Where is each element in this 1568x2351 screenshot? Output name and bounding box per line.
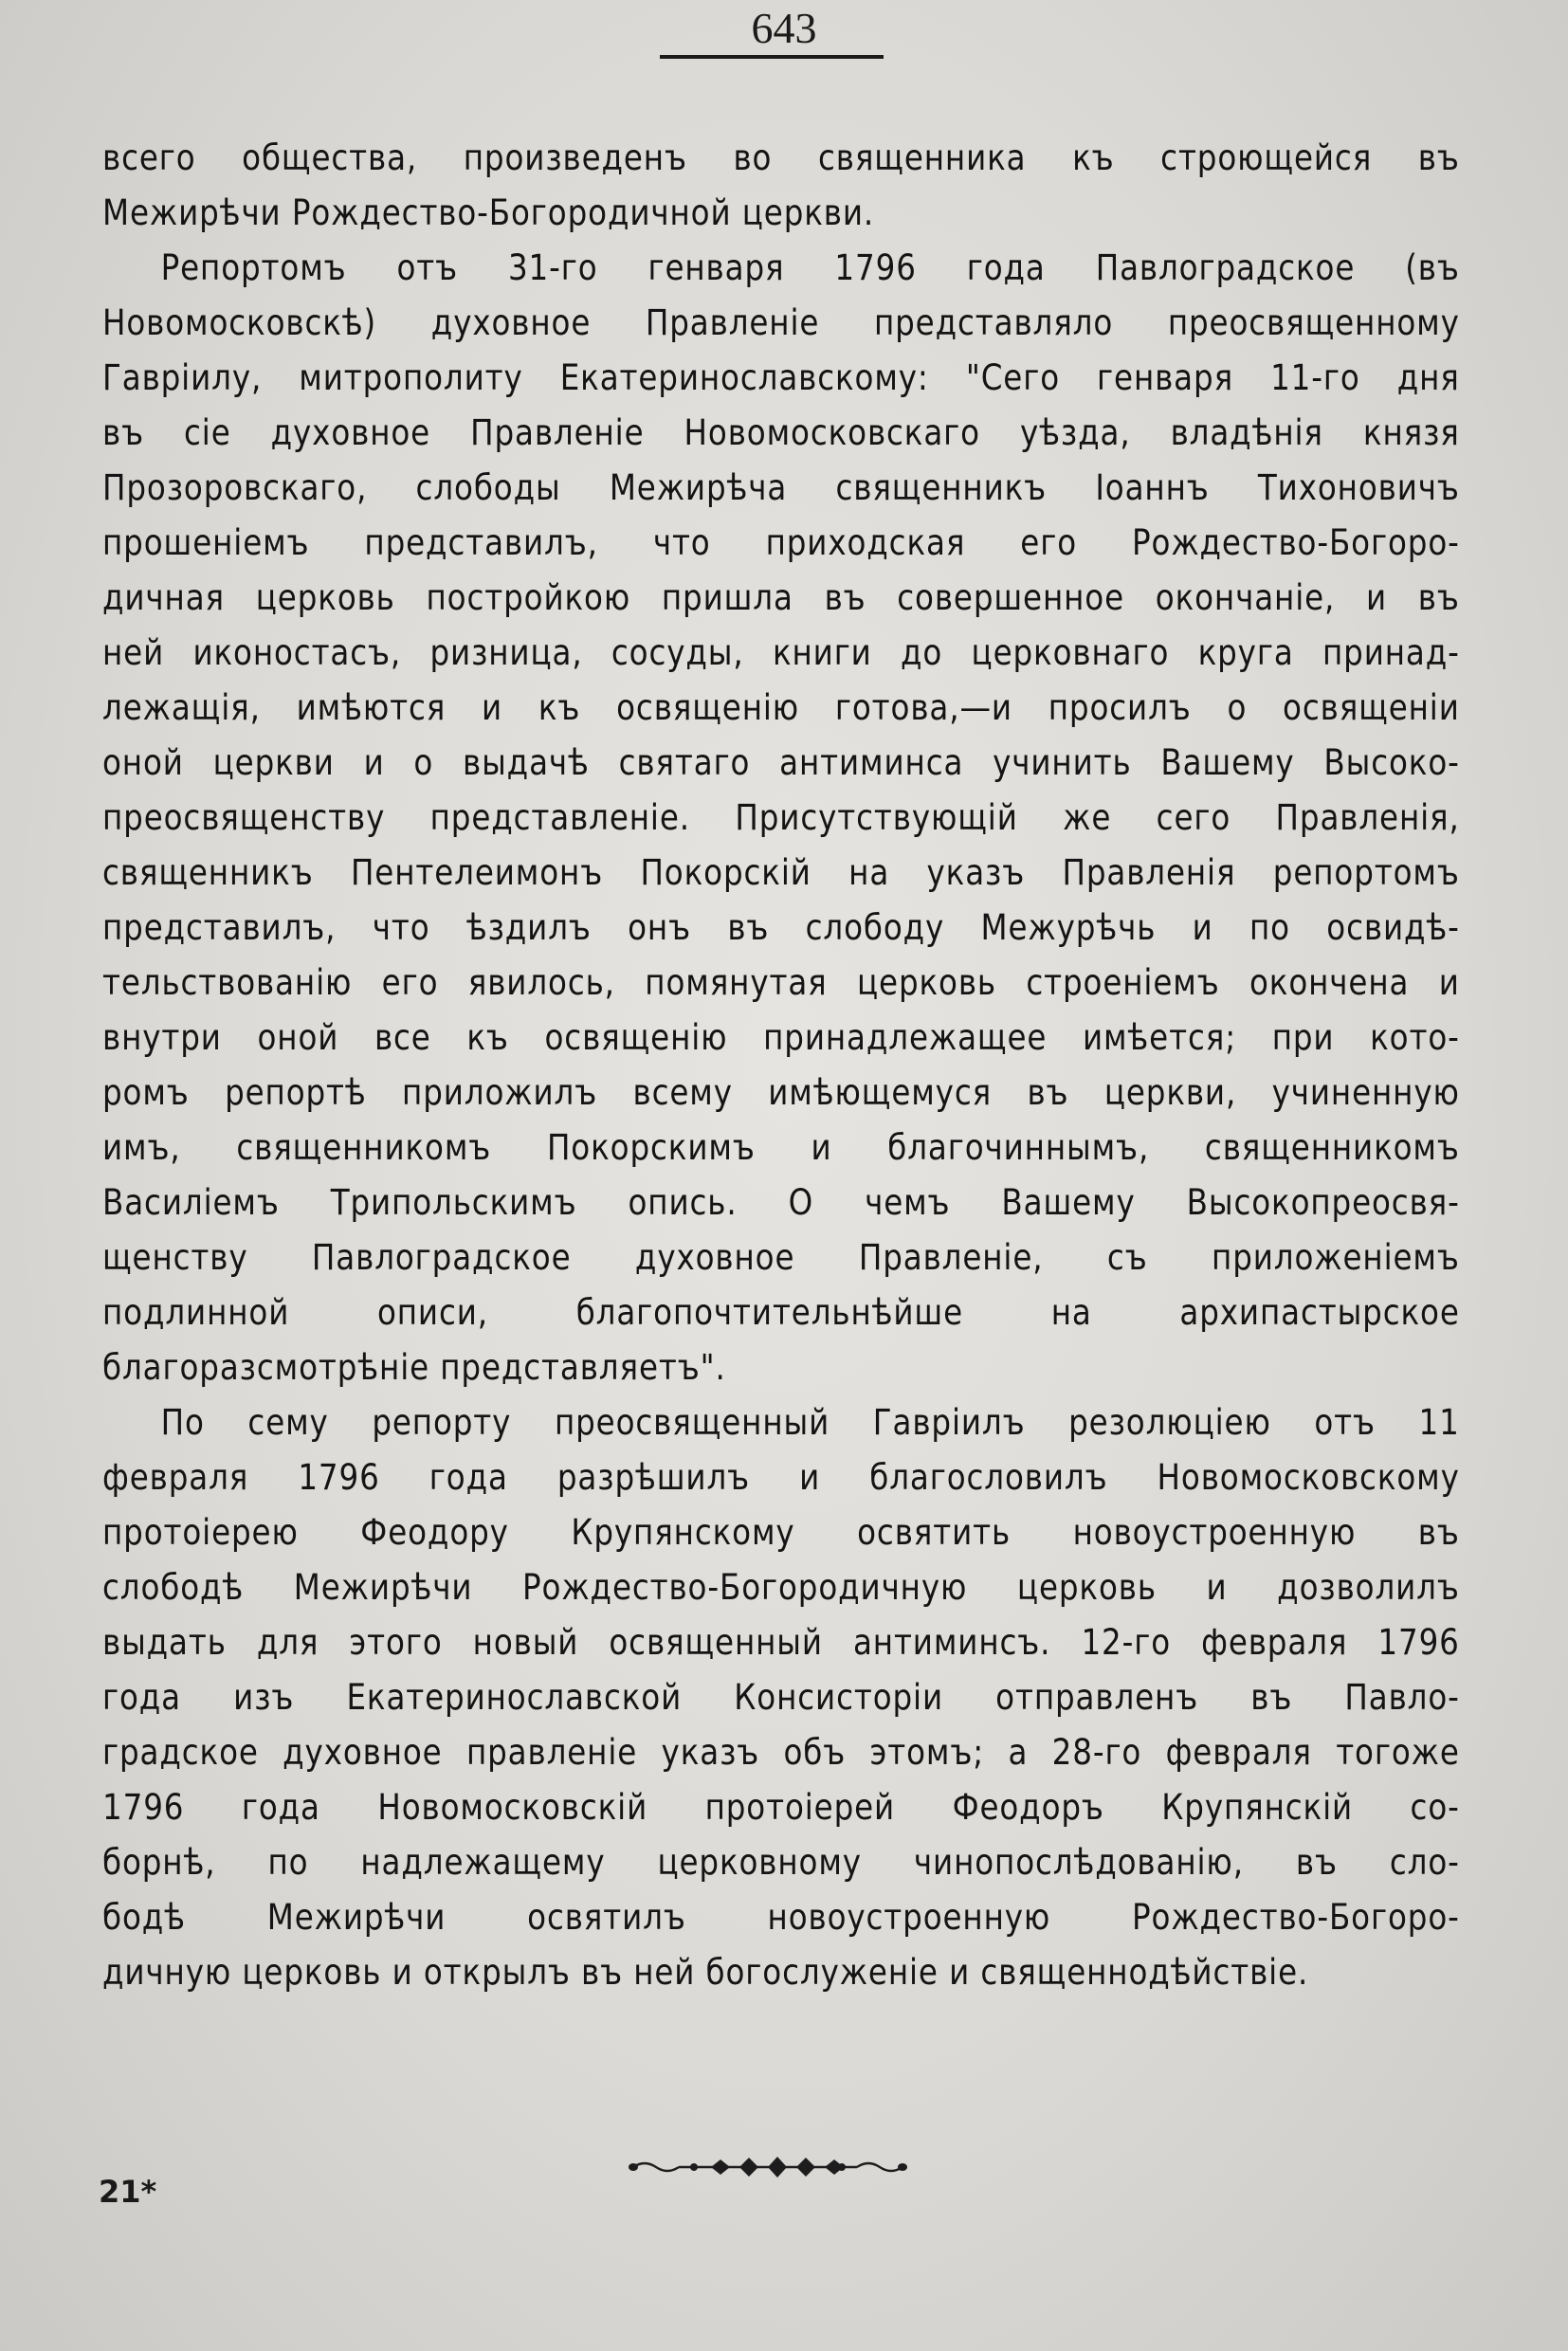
text-line: ромъ репортѣ приложилъ всему имѣющемуся въ церкви, учиненную <box>102 1072 1460 1113</box>
text-line: прошеніемъ представилъ, что приходская его Рождество-Богоро- <box>102 522 1460 563</box>
text-line: Репортомъ отъ 31-го генваря 1796 года Павлоградское (въ <box>160 247 1460 288</box>
text-line: дичная церковь постройкою пришла въ совершенное окончаніе, и въ <box>102 577 1460 618</box>
signature-mark: 21* <box>99 2174 157 2210</box>
text-line: По сему репорту преосвященный Гавріилъ резолюціею отъ 11 <box>160 1402 1460 1443</box>
text-line: подлинной описи, благопочтительнѣйше на архипастырское <box>102 1292 1460 1333</box>
text-line: оной церкви и о выдачѣ святаго антиминса учинить Вашему Высоко- <box>102 742 1460 783</box>
text-line: преосвященству представленіе. Присутствующій же сего Правленія, <box>102 797 1460 838</box>
text-line: тельствованію его явилось, помянутая церковь строеніемъ окончена и <box>102 962 1460 1003</box>
text-line: года изъ Екатеринославской Консисторіи отправленъ въ Павло- <box>102 1677 1460 1718</box>
text-line: благоразсмотрѣніе представляетъ". <box>102 1347 726 1388</box>
text-line: всего общества, произведенъ во священника къ строющейся въ <box>102 137 1460 178</box>
paragraph <box>102 241 1460 1395</box>
text-line: февраля 1796 года разрѣшилъ и благословилъ Новомосковскому <box>102 1457 1460 1498</box>
text-line: Прозоровскаго, слободы Межирѣча священникъ Іоаннъ Тихоновичъ <box>102 467 1460 508</box>
paragraph <box>102 1395 1460 2000</box>
text-line: священникъ Пентелеимонъ Покорскій на указъ Правленія репортомъ <box>102 852 1460 893</box>
header-rule <box>660 55 884 59</box>
text-line: дичную церковь и открылъ въ ней богослуженіе и священнодѣйствіе. <box>102 1952 1309 1993</box>
text-line: Новомосковскѣ) духовное Правленіе представляло преосвященному <box>102 302 1460 343</box>
text-line: бодѣ Межирѣчи освятилъ новоустроенную Рождество-Богоро- <box>102 1897 1460 1938</box>
text-line: щенству Павлоградское духовное Правленіе, съ приложеніемъ <box>102 1237 1460 1278</box>
text-line: ней иконостасъ, ризница, сосуды, книги до церковнаго круга принад- <box>102 632 1460 673</box>
ornament-divider <box>626 2152 910 2180</box>
text-line: Гавріилу, митрополиту Екатеринославскому: "Сего генваря 11-го дня <box>102 357 1460 398</box>
text-line: лежащія, имѣются и къ освященію готова,—и просилъ о освященіи <box>102 687 1460 728</box>
text-line: выдать для этого новый освященный антиминсъ. 12-го февраля 1796 <box>102 1622 1460 1663</box>
text-line: представилъ, что ѣздилъ онъ въ слободу Межурѣчь и по освидѣ- <box>102 907 1460 948</box>
text-line: протоіерею Феодору Крупянскому освятить новоустроенную въ <box>102 1512 1460 1553</box>
text-line: внутри оной все къ освященію принадлежащее имѣется; при кото- <box>102 1017 1460 1058</box>
text-line: борнѣ, по надлежащему церковному чинопослѣдованію, въ сло- <box>102 1842 1460 1883</box>
body-text <box>102 131 1460 2000</box>
text-line: Межирѣчи Рождество-Богородичной церкви. <box>102 192 875 233</box>
text-line: градское духовное правленіе указъ объ этомъ; а 28-го февраля тогоже <box>102 1732 1460 1773</box>
text-line: въ сіе духовное Правленіе Новомосковскаго уѣзда, владѣнія князя <box>102 412 1460 453</box>
text-line: Василіемъ Трипольскимъ опись. О чемъ Вашему Высокопреосвя- <box>102 1182 1460 1223</box>
text-line: имъ, священникомъ Покорскимъ и благочиннымъ, священникомъ <box>102 1127 1460 1168</box>
text-line: 1796 года Новомосковскій протоіерей Феодоръ Крупянскій со- <box>102 1787 1460 1828</box>
text-line: слободѣ Межирѣчи Рождество-Богородичную церковь и дозволилъ <box>102 1567 1460 1608</box>
paragraph <box>102 131 1460 241</box>
page-number: 643 <box>751 4 817 52</box>
